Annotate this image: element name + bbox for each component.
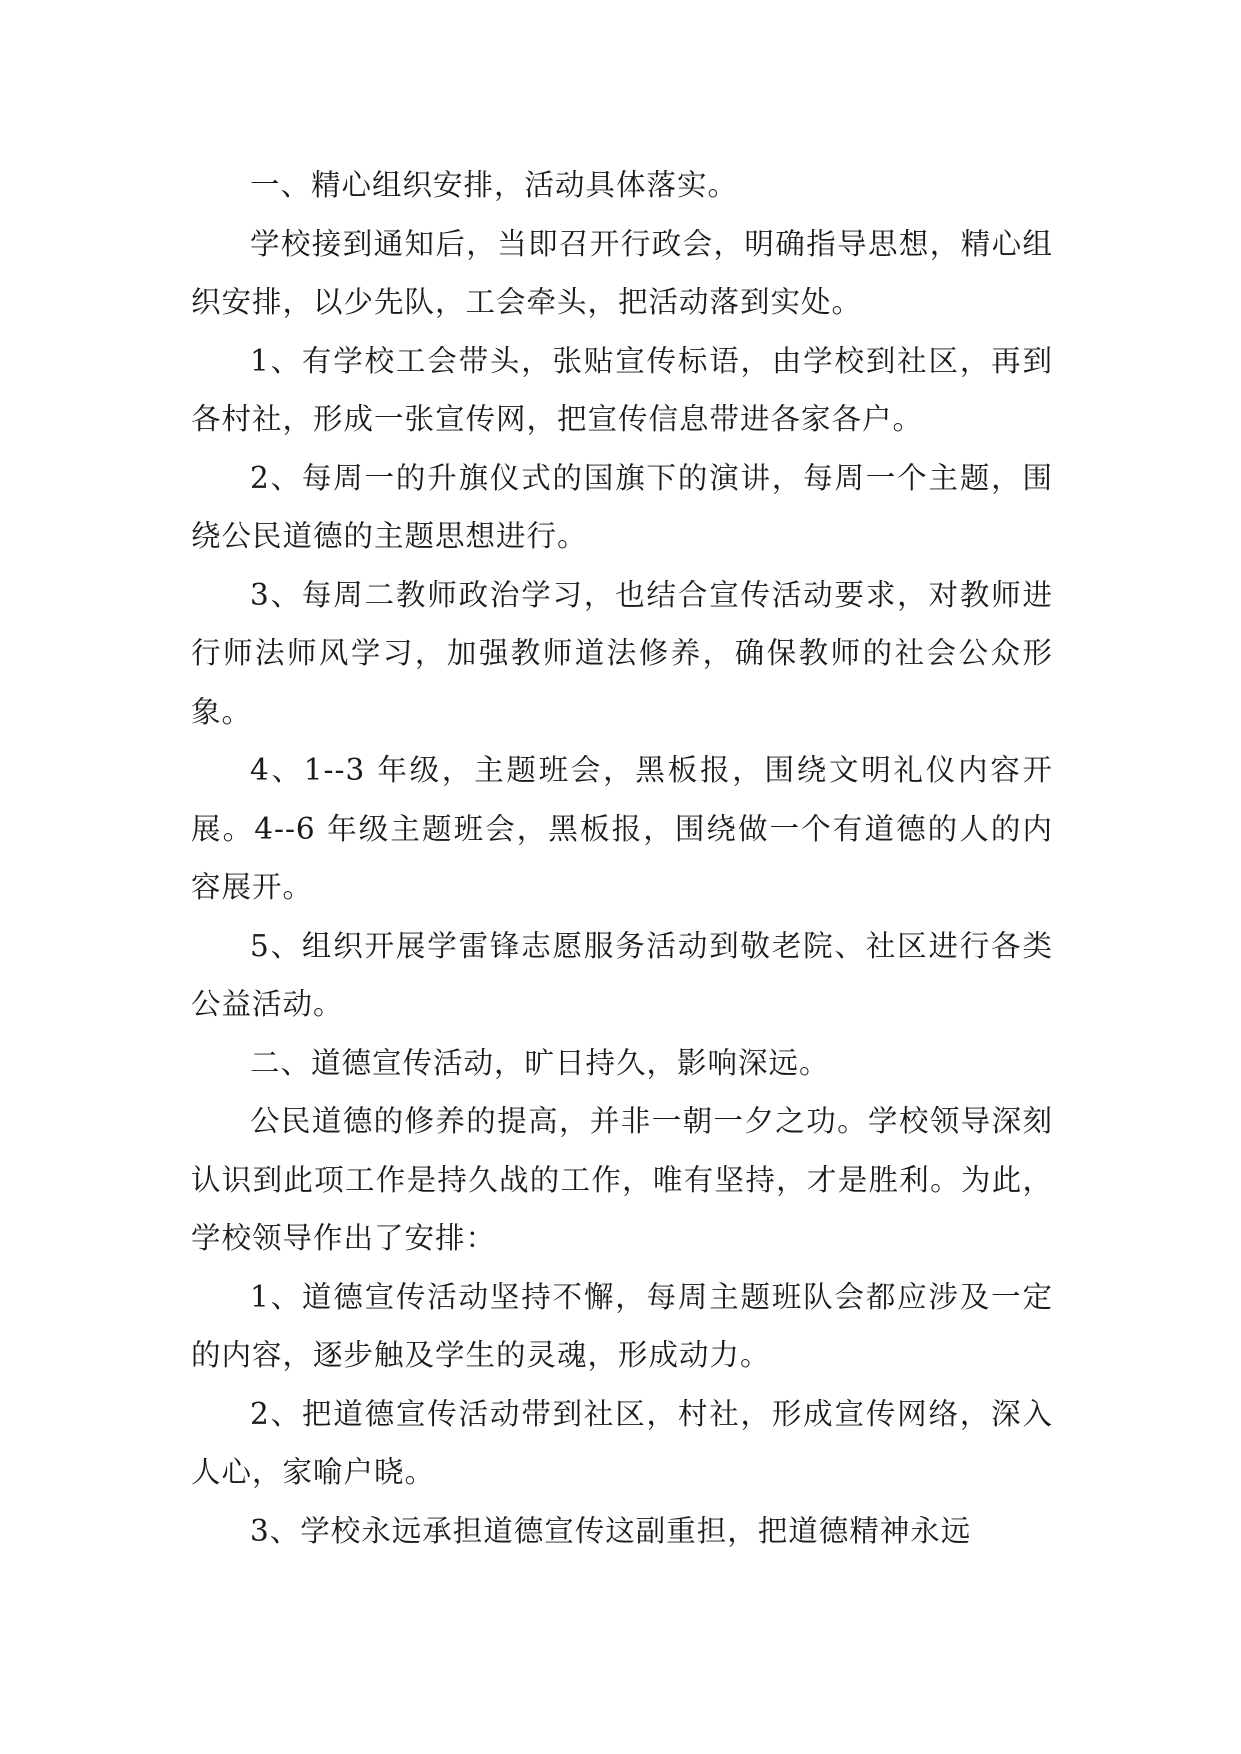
list-item: 5、组织开展学雷锋志愿服务活动到敬老院、社区进行各类公益活动。: [191, 928, 1053, 1021]
document-body: [191, 156, 1053, 1560]
heading-section-2: 二、道德宣传活动，旷日持久，影响深远。: [250, 1045, 830, 1080]
list-item: 4、1--3 年级，主题班会，黑板报，围绕文明礼仪内容开展。4--6 年级主题班会，黑板报，围绕做一个有道德的人的内容展开。: [191, 753, 1053, 904]
paragraph: 学校接到通知后，当即召开行政会，明确指导思想，精心组织安排，以少先队，工会牵头，把活动落到实处。: [191, 226, 1053, 319]
list-item: 1、道德宣传活动坚持不懈，每周主题班队会都应涉及一定的内容，逐步触及学生的灵魂，形成动力。: [191, 1279, 1053, 1372]
list-item: 1、有学校工会带头，张贴宣传标语，由学校到社区，再到各村社，形成一张宣传网，把宣传信息带进各家各户。: [191, 343, 1053, 436]
paragraph: 公民道德的修养的提高，并非一朝一夕之功。学校领导深刻认识到此项工作是持久战的工作，唯有坚持，才是胜利。为此，学校领导作出了安排：: [191, 1104, 1053, 1255]
heading-section-1: 一、精心组织安排，活动具体落实。: [250, 168, 739, 202]
list-item: 2、每周一的升旗仪式的国旗下的演讲，每周一个主题，围绕公民道德的主题思想进行。: [191, 460, 1053, 553]
list-item: 2、把道德宣传活动带到社区，村社，形成宣传网络，深入人心，家喻户晓。: [191, 1396, 1053, 1489]
list-item: 3、学校永远承担道德宣传这副重担，把道德精神永远: [250, 1513, 972, 1548]
list-item: 3、每周二教师政治学习，也结合宣传活动要求，对教师进行师法师风学习，加强教师道法修养，确保教师的社会公众形象。: [191, 577, 1053, 729]
